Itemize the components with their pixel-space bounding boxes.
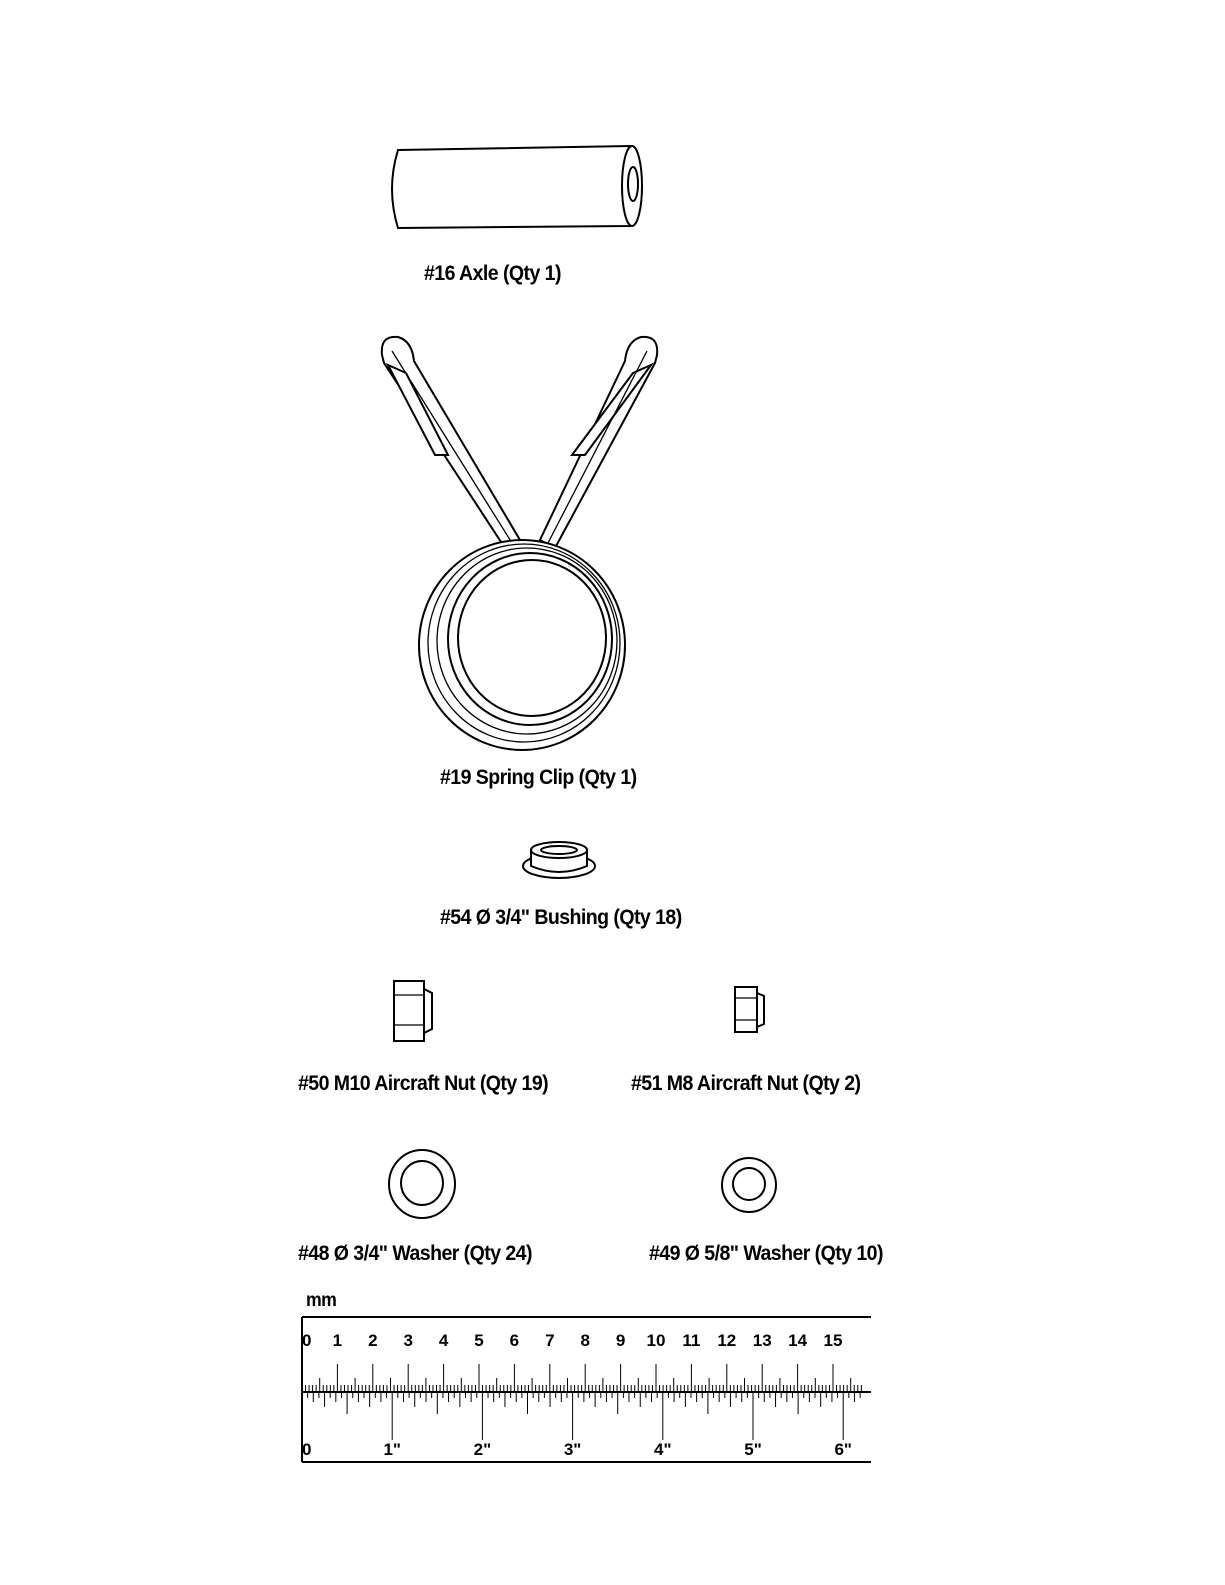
nut-m8-label: #51 M8 Aircraft Nut (Qty 2) [631,1072,861,1095]
axle-label: #16 Axle (Qty 1) [424,262,561,285]
washer-58-drawing [719,1155,781,1217]
inch-tick-label: 6" [834,1440,852,1459]
inch-tick-label: 3" [563,1440,582,1459]
spring-clip-label: #19 Spring Clip (Qty 1) [440,766,637,789]
bushing-drawing [515,838,605,883]
ruler [296,1312,881,1472]
cm-tick-label: 1 [332,1331,343,1350]
cm-tick-label: 6 [509,1331,520,1350]
cm-tick-label: 0 [302,1331,312,1350]
bushing-label: #54 Ø 3/4" Bushing (Qty 18) [440,906,682,929]
cm-tick-label: 5 [474,1331,484,1350]
cm-tick-label: 8 [580,1331,590,1350]
inch-tick-label: 2" [473,1440,492,1459]
cm-tick-label: 14 [788,1331,808,1350]
inch-tick-label: 4" [654,1440,672,1459]
nut-m10-label: #50 M10 Aircraft Nut (Qty 19) [298,1072,549,1095]
inch-tick-label: 0 [302,1440,312,1459]
washer-34-drawing [384,1146,460,1222]
cm-tick-label: 11 [682,1331,701,1350]
cm-tick-label: 9 [615,1331,626,1350]
nut-m8-drawing [730,982,770,1037]
cm-tick-label: 15 [823,1331,843,1350]
cm-tick-label: 12 [717,1331,737,1350]
cm-tick-label: 4 [438,1331,449,1350]
spring-clip-drawing [370,325,670,755]
cm-tick-label: 3 [403,1331,413,1350]
washer-58-label: #49 Ø 5/8" Washer (Qty 10) [649,1242,883,1265]
inch-tick-label: 5" [744,1440,762,1459]
cm-tick-label: 2 [368,1331,378,1350]
ruler-unit-label: mm [306,1290,337,1311]
washer-34-label: #48 Ø 3/4" Washer (Qty 24) [298,1242,532,1265]
inch-tick-label: 1" [383,1440,401,1459]
axle-drawing [380,140,660,235]
cm-tick-label: 7 [545,1331,555,1350]
nut-m10-drawing [388,975,438,1045]
cm-tick-label: 10 [646,1331,666,1350]
cm-tick-label: 13 [752,1331,772,1350]
